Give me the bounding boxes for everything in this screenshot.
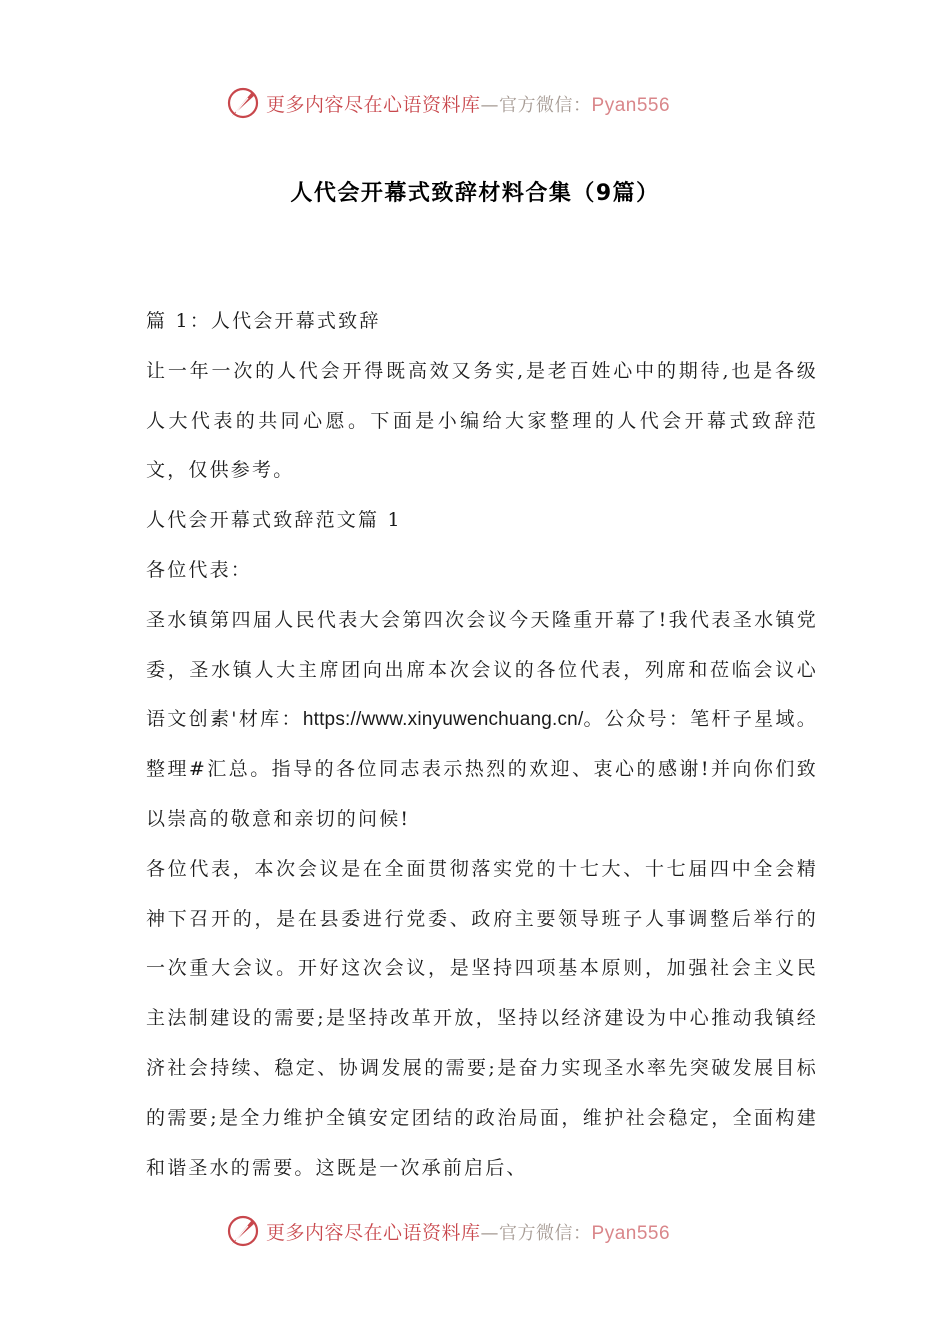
watermark-wechat-id: Pyan556 xyxy=(591,1222,671,1244)
source-url: https://www.xinyuwenchuang.cn/ xyxy=(302,709,584,731)
footer-watermark xyxy=(226,1213,746,1249)
watermark-text xyxy=(266,90,670,117)
document-title: 人代会开幕式致辞材料合集（9篇） xyxy=(290,181,660,206)
paragraph-1 xyxy=(146,596,818,845)
quill-logo-icon xyxy=(226,1214,260,1248)
paragraph-1-text-b: 。公众号：笔杆子星域。整理#汇总。指导的各位同志表示热烈的欢迎、衷心的感谢!并向你们致以崇高的敬意和亲切的问候! xyxy=(146,708,818,830)
watermark-text xyxy=(266,1218,670,1245)
watermark-site: 更多内容尽在心语资料库 xyxy=(266,93,481,116)
watermark-wechat-label: 官方微信： xyxy=(499,1222,592,1244)
salutation: 各位代表： xyxy=(146,558,253,581)
speech-subheading: 人代会开幕式致辞范文篇 1 xyxy=(146,509,402,532)
paragraph-2: 各位代表，本次会议是在全面贯彻落实党的十七大、十七届四中全会精神下召开的，是在县委进行党委、政府主要领导班子人事调整后举行的一次重大会议。开好这次会议，是坚持四项基本原则，加强社会主义民主法制建设的需要;是坚持改革开放，坚持以经济建设为中心推动我镇经济社会持续、稳定、协调发展的需要;是奋力实现圣水率先突破发展目标的需要;是全力维护全镇安定团结的政治局面，维护社会稳定，全面构建和谐圣水的需要。这既是一次承前启后、 xyxy=(146,857,818,1179)
document-body xyxy=(146,297,818,1193)
watermark-wechat-id: Pyan556 xyxy=(591,94,671,116)
quill-logo-icon xyxy=(226,86,260,120)
watermark-wechat-label: 官方微信： xyxy=(499,94,592,116)
watermark-dash: — xyxy=(480,1222,500,1244)
intro-paragraph: 让一年一次的人代会开得既高效又务实,是老百姓心中的期待,也是各级人大代表的共同心愿。下面是小编给大家整理的人代会开幕式致辞范文，仅供参考。 xyxy=(146,359,818,482)
section-heading: 篇 1：人代会开幕式致辞 xyxy=(146,310,381,332)
watermark-dash: — xyxy=(480,94,500,116)
watermark-site: 更多内容尽在心语资料库 xyxy=(266,1221,481,1244)
header-watermark xyxy=(226,85,746,121)
paragraph-1-text-a: 圣水镇第四届人民代表大会第四次会议今天隆重开幕了!我代表圣水镇党委，圣水镇人大主席团向出席本次会议的各位代表，列席和莅临会议心语文创素'材库： xyxy=(146,608,818,731)
